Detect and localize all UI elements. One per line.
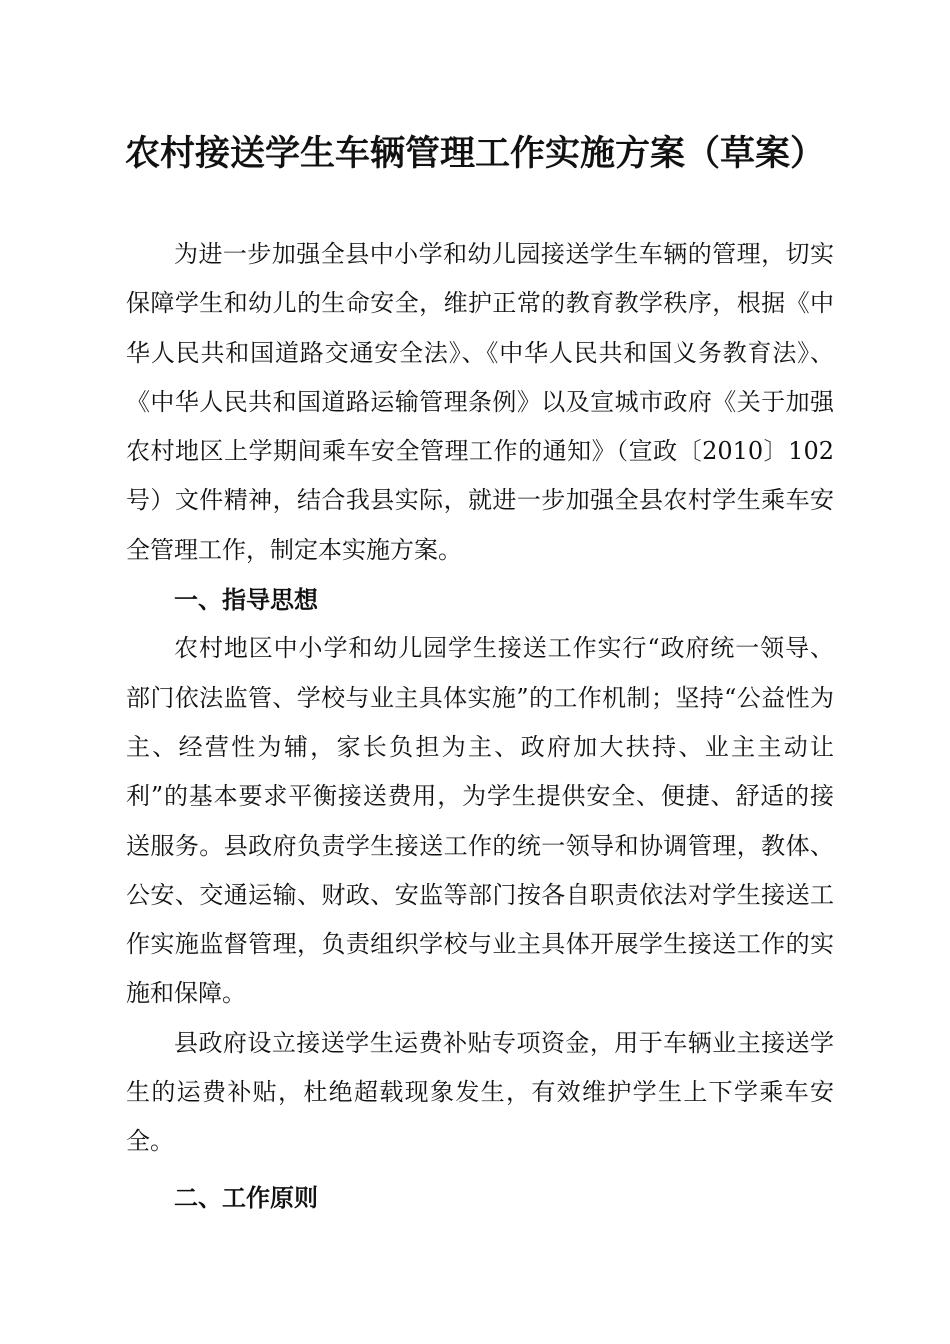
intro-paragraph: 为进一步加强全县中小学和幼儿园接送学生车辆的管理，切实保障学生和幼儿的生命安全，维护正常的教育教学秩序，根据《中华人民共和国道路交通安全法》、《中华人民共和国义务教育法》、《中华人民共和国道路运输管理条例》以及宣城市政府《关于加强农村地区上学期间乘车安全管理工作的通知》（宣政〔2010〕102号）文件精神，结合我县实际，就进一步加强全县农村学生乘车安全管理工作，制定本实施方案。 [126,240,834,564]
section-heading-work-principles: 二、工作原则 [174,1182,318,1212]
document-body [126,230,834,1222]
section-heading-guiding-ideology: 一、指导思想 [174,585,318,615]
document-title: 农村接送学生车辆管理工作实施方案（草案） [124,133,825,174]
subsidy-paragraph: 县政府设立接送学生运费补贴专项资金，用于车辆业主接送学生的运费补贴，杜绝超载现象发生，有效维护学生上下学乘车安全。 [126,1028,834,1156]
guiding-ideology-paragraph: 农村地区中小学和幼儿园学生接送工作实行“政府统一领导、部门依法监管、学校与业主具体实施”的工作机制；坚持“公益性为主、经营性为辅，家长负担为主、政府加大扶持、业主主动让利”的基本要求平衡接送费用，为学生提供安全、便捷、舒适的接送服务。县政府负责学生接送工作的统一领导和协调管理，教体、公安、交通运输、财政、安监等部门按各自职责依法对学生接送工作实施监督管理，负责组织学校与业主具体开展学生接送工作的实施和保障。 [126,634,834,1008]
